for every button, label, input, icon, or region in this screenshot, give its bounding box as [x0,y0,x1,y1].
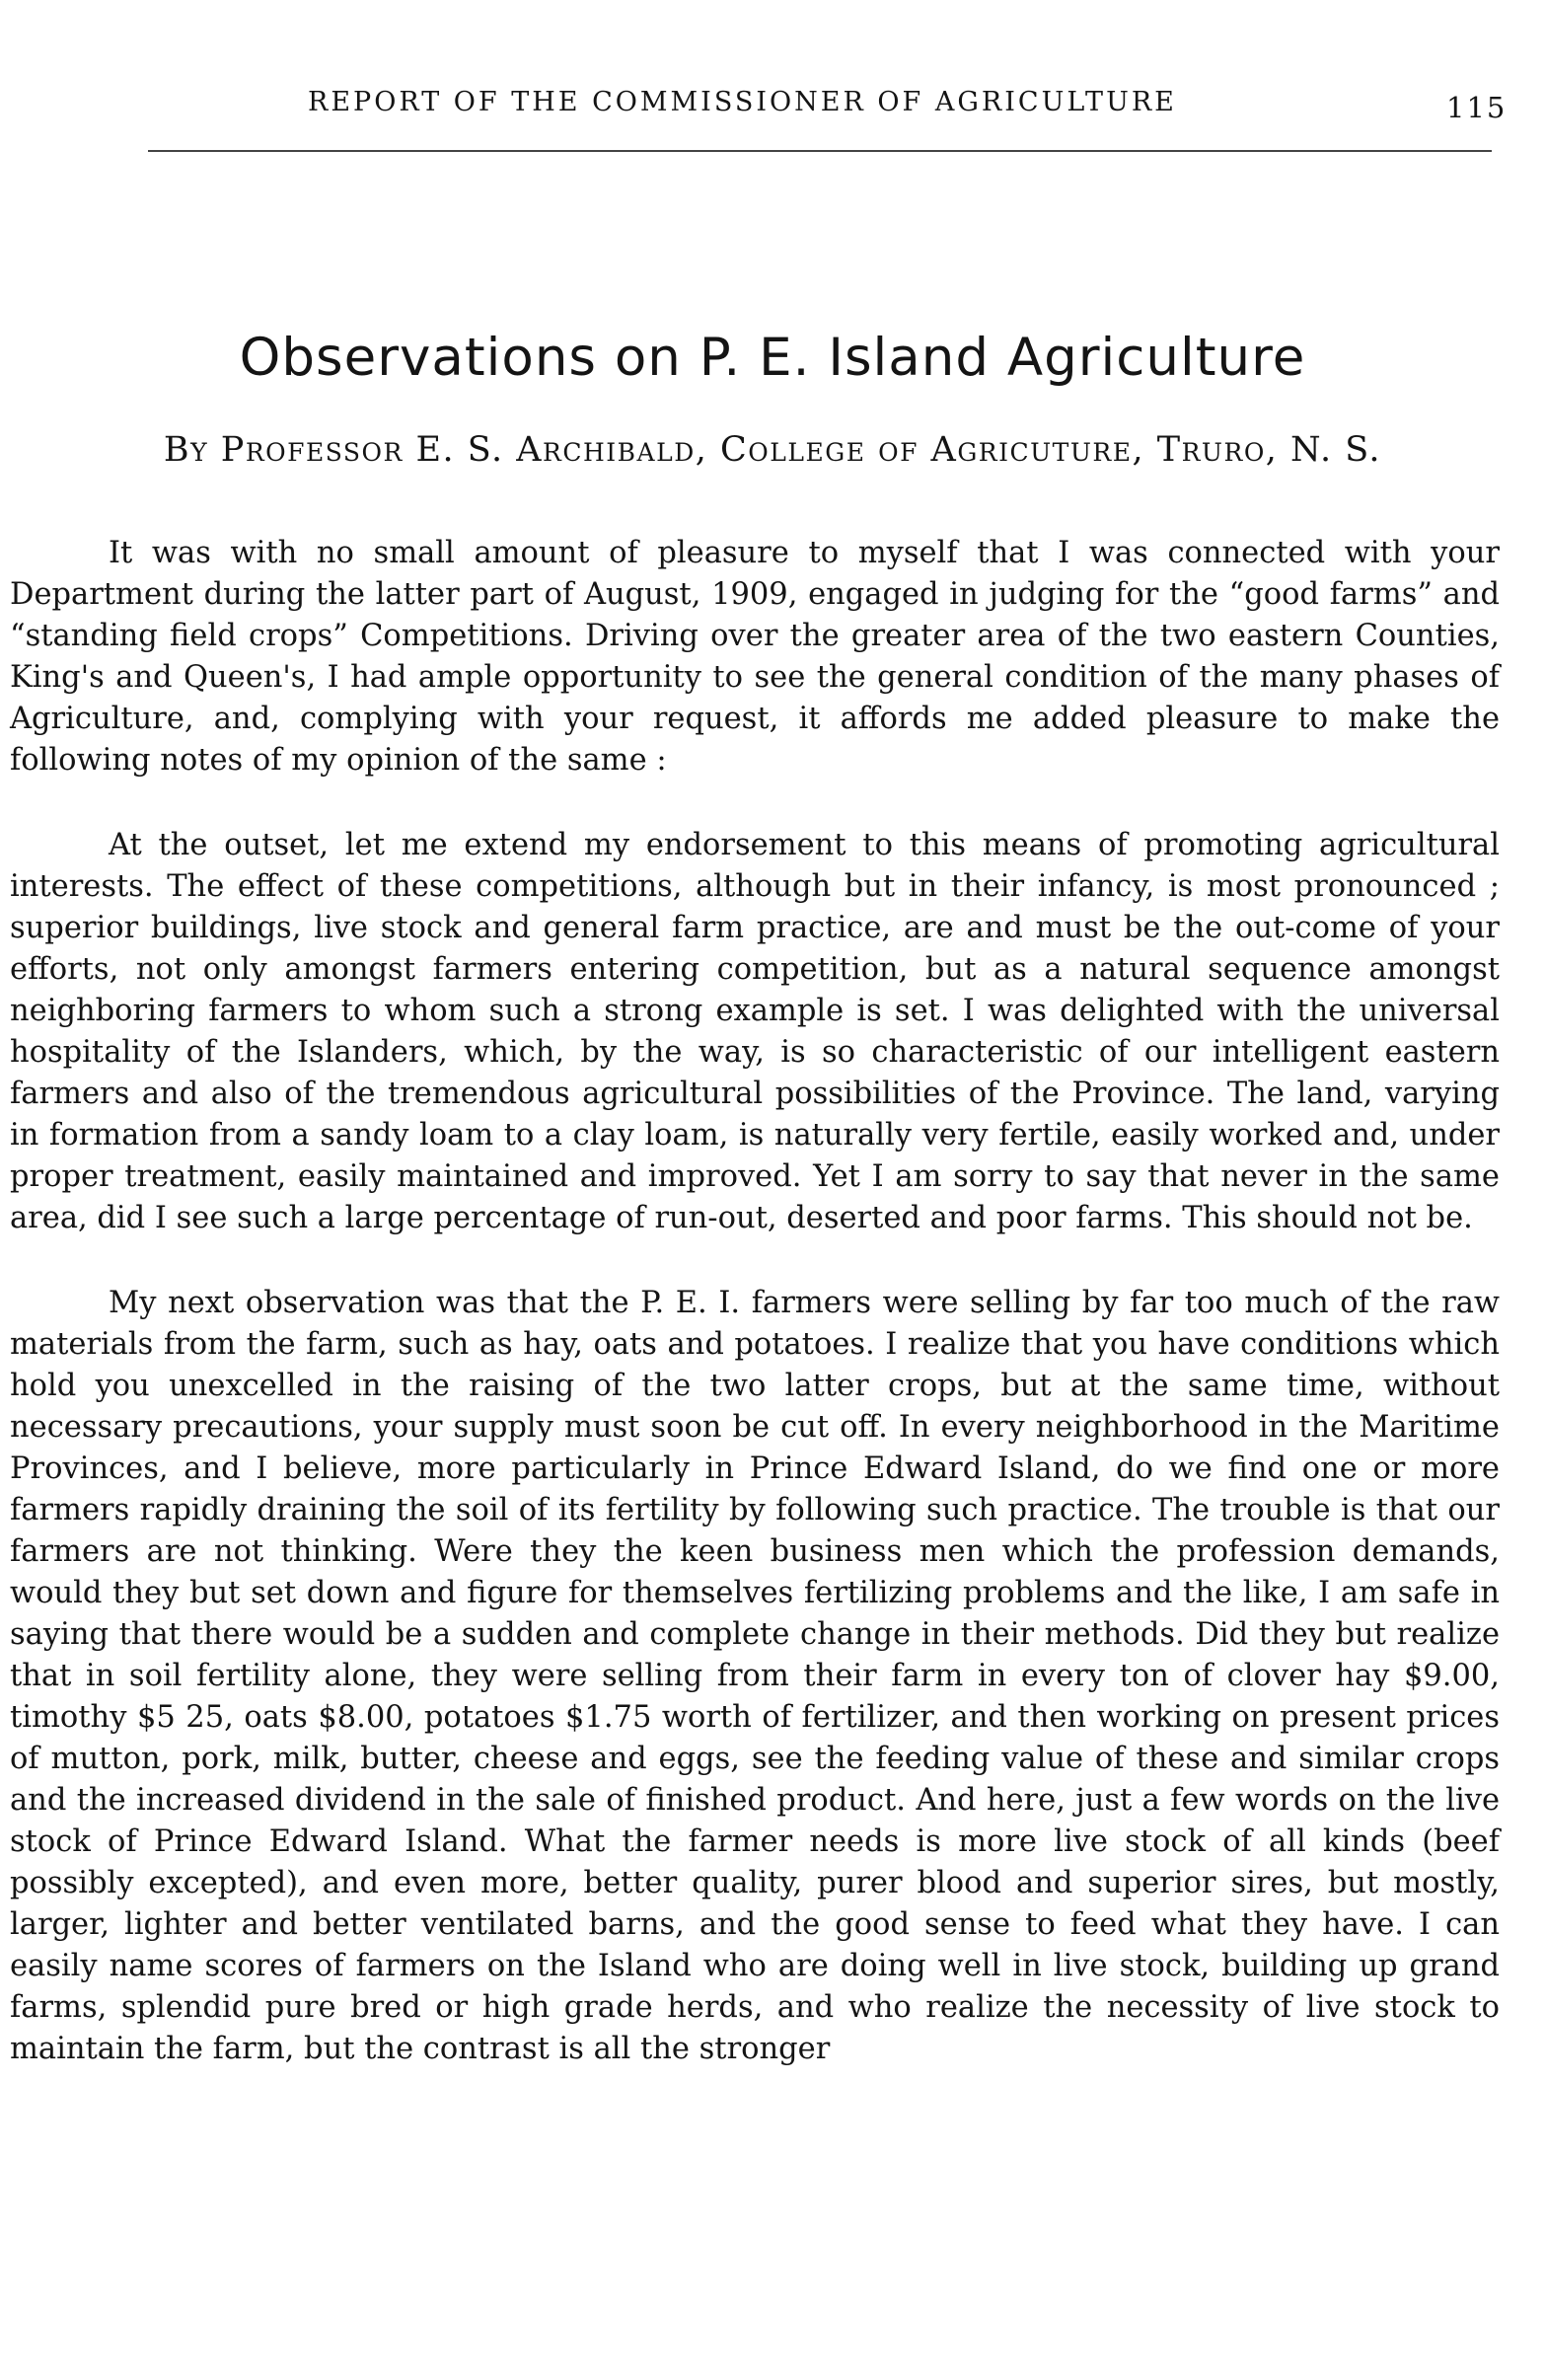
running-header [0,87,1545,126]
article-body [10,533,1500,2070]
paragraph: My next observation was that the P. E. I. farmers were selling by far too much of the raw materials from the farm, such as hay, oats and potatoes. I realize that you have conditions which hold you unexcelled in the raising of the two latter crops, but at the same time, without necessary precautions, your supply must soon be cut off. In every neighborhood in the Maritime Provinces, and I believe, more particularly in Prince Edward Island, do we find one or more farmers rapidly draining the soil of its fertility by following such practice. The trouble is that our farmers are not thinking. Were they the keen business men which the profession demands, would they but set down and figure for themselves fertilizing problems and the like, I am safe in saying that there would be a sudden and complete change in their methods. Did they but realize that in soil fertility alone, they were selling from their farm in every ton of clover hay $9.00, timothy $5 25, oats $8.00, potatoes $1.75 worth of fertilizer, and then working on present prices of mutton, pork, milk, butter, cheese and eggs, see the feeding value of these and similar crops and the increased dividend in the sale of finished product. And here, just a few words on the live stock of Prince Edward Island. What the farmer needs is more live stock of all kinds (beef possibly excepted), and even more, better quality, purer blood and superior sires, but mostly, larger, lighter and better ventilated barns, and the good sense to feed what they have. I can easily name scores of farmers on the Island who are doing well in live stock, building up grand farms, splendid pure bred or high grade herds, and who realize the necessity of live stock to maintain the farm, but the contrast is all the stronger [10,1286,1500,2066]
article-title: Observations on P. E. Island Agriculture [239,328,1306,388]
article-byline: By Professor E. S. Archibald, College of Agricuture, Truro, N. S. [163,430,1382,470]
paragraph: At the outset, let me extend my endorsement to this means of promoting agricultural interests. The effect of these competitions, although but in their infancy, is most pronounced ; superior buildings, live stock and general farm practice, are and must be the out-come of your efforts, not only amongst farmers entering competition, but as a natural sequence amongst neighboring farmers to whom such a strong example is set. I was delighted with the universal hospitality of the Islanders, which, by the way, is so characteristic of our intelligent eastern farmers and also of the tremendous agricultural possibilities of the Province. The land, varying in formation from a sandy loam to a clay loam, is naturally very fertile, easily worked and, under proper treatment, easily maintained and improved. Yet I am sorry to say that never in the same area, did I see such a large percentage of run-out, deserted and poor farms. This should not be. [10,828,1500,1235]
page-number: 115 [1446,91,1508,124]
header-rule [148,150,1492,152]
running-title: REPORT OF THE COMMISSIONER OF AGRICULTURE [308,87,1177,117]
paragraph: It was with no small amount of pleasure to myself that I was connected with your Department during the latter part of August, 1909, engaged in judging for the “good farms” and “standing field crops” Competitions. Driving over the greater area of the two eastern Counties, King's and Queen's, I had ample opportunity to see the general condition of the many phases of Agriculture, and, complying with your request, it affords me added pleasure to make the following notes of my opinion of the same : [10,536,1500,778]
